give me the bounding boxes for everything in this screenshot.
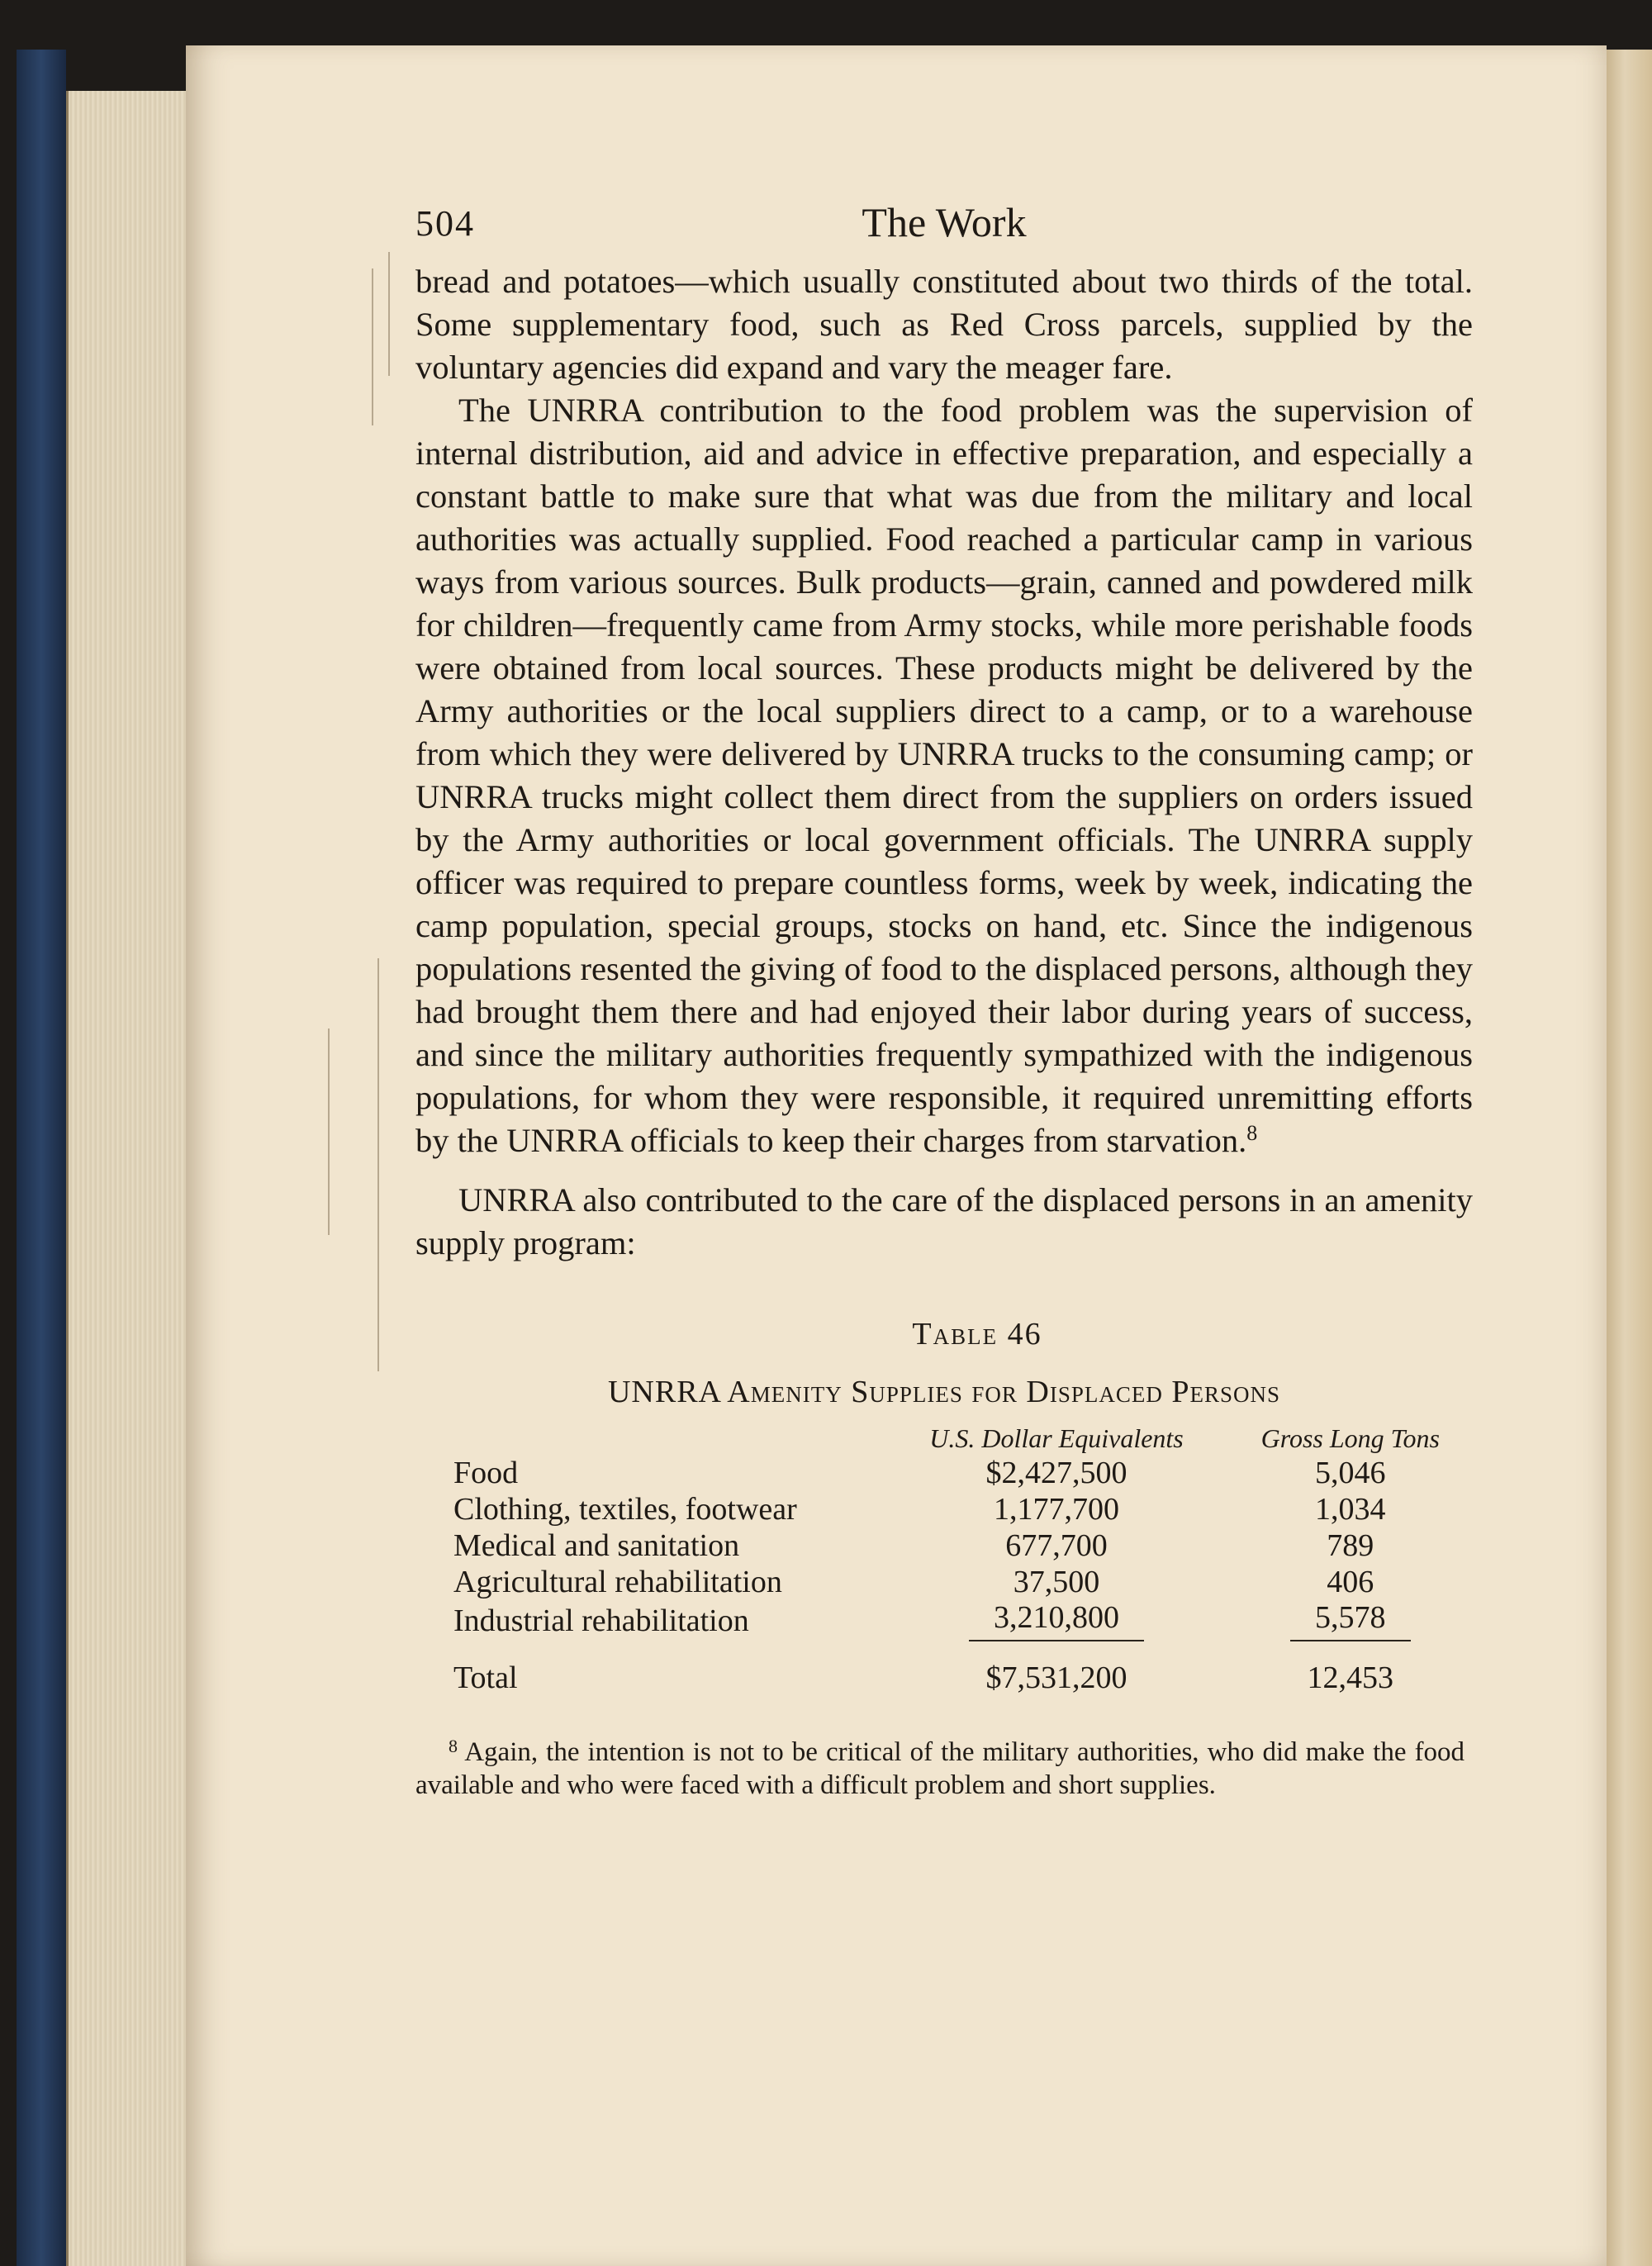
row-label: Clothing, textiles, footwear [453, 1492, 797, 1527]
page-number: 504 [415, 203, 475, 244]
tons-value: 406 [1327, 1565, 1374, 1599]
body-text [415, 260, 1473, 1265]
row-label: Medical and sanitation [453, 1528, 740, 1563]
page-content [415, 199, 1473, 1802]
row-label: Agricultural rehabilitation [453, 1565, 782, 1599]
row-label: Food [453, 1456, 519, 1490]
column-header: Gross Long Tons [1260, 1423, 1440, 1453]
table-row [453, 1527, 1473, 1564]
table-row [453, 1455, 1473, 1491]
tons-value: 1,034 [1315, 1492, 1386, 1527]
page-edges [66, 91, 188, 2266]
usd-value: 37,500 [1013, 1565, 1100, 1599]
usd-cell [885, 1600, 1227, 1641]
table-number: Table 46 [912, 1317, 1042, 1352]
usd-value: $2,427,500 [985, 1456, 1127, 1490]
paragraph: UNRRA also contributed to the care of the displaced persons in an amenity supply program: [415, 1181, 1473, 1261]
table-header-row [453, 1422, 1473, 1455]
usd-value: 677,700 [1005, 1528, 1108, 1563]
running-head: The Work [862, 199, 1027, 245]
paragraph [415, 389, 1473, 1162]
table-row [453, 1600, 1473, 1641]
footnote-text: Again, the intention is not to be critical of the military authorities, who did make the food available and who were faced with a difficult problem and short supplies. [415, 1737, 1464, 1800]
facing-page-edge [1607, 50, 1652, 2266]
total-row [453, 1641, 1473, 1696]
total-usd: $7,531,200 [985, 1660, 1127, 1695]
pencil-mark [377, 958, 379, 1371]
tons-cell [1228, 1600, 1473, 1641]
table-block [415, 1316, 1473, 1696]
row-label: Industrial rehabilitation [453, 1603, 749, 1638]
tons-value: 789 [1327, 1528, 1374, 1563]
footnote [415, 1736, 1473, 1802]
footnote-reference: 8 [1246, 1121, 1258, 1145]
tons-value: 5,578 [1290, 1600, 1411, 1641]
total-label: Total [453, 1660, 518, 1695]
usd-value: 1,177,700 [993, 1492, 1119, 1527]
book-cover [17, 50, 66, 2266]
pencil-mark [388, 252, 390, 376]
table-title: UNRRA Amenity Supplies for Displaced Persons [607, 1375, 1281, 1409]
footnote-marker: 8 [449, 1736, 458, 1756]
pencil-mark [328, 1028, 330, 1235]
pencil-mark [372, 268, 373, 425]
column-header: U.S. Dollar Equivalents [929, 1423, 1184, 1453]
total-tons: 12,453 [1307, 1660, 1394, 1695]
tons-value: 5,046 [1315, 1456, 1386, 1490]
column-header [453, 1422, 885, 1455]
table-row [453, 1491, 1473, 1527]
page-header [415, 199, 1473, 260]
usd-value: 3,210,800 [969, 1600, 1144, 1641]
amenity-table [453, 1422, 1473, 1696]
table-row [453, 1564, 1473, 1600]
paragraph-text: The UNRRA contribution to the food problem was the supervision of internal distribution, aid and advice in effective preparation, and especially a constant battle to make sure that what was due from the military and local authorities was actually supplied. Food reached a particular camp in various ways from various sources. Bulk products—grain, canned and powdered milk for children—frequently came from Army stocks, while more perishable foods were obtained from local sources. These products might be delivered by the Army authorities or the local suppliers direct to a camp, or to a warehouse from which they were delivered by UNRRA trucks to the consuming camp; or UNRRA trucks might collect them direct from the suppliers on orders issued by the Army authorities or local government officials. The UNRRA supply officer was required to prepare countless forms, week by week, indicating the camp population, special groups, stocks on hand, etc. Since the indigenous populations resented the giving of food to the displaced persons, although they had brought them there and had enjoyed their labor during years of success, and since the military authorities frequently sympathized with the indigenous populations, for whom they were responsible, it required unremitting efforts by the UNRRA officials to keep their charges from starvation. [415, 392, 1473, 1159]
paragraph: bread and potatoes—which usually constituted about two thirds of the total. Some supplementary food, such as Red Cross parcels, supplied by the voluntary agencies did expand and vary the meager fare. [415, 263, 1473, 386]
